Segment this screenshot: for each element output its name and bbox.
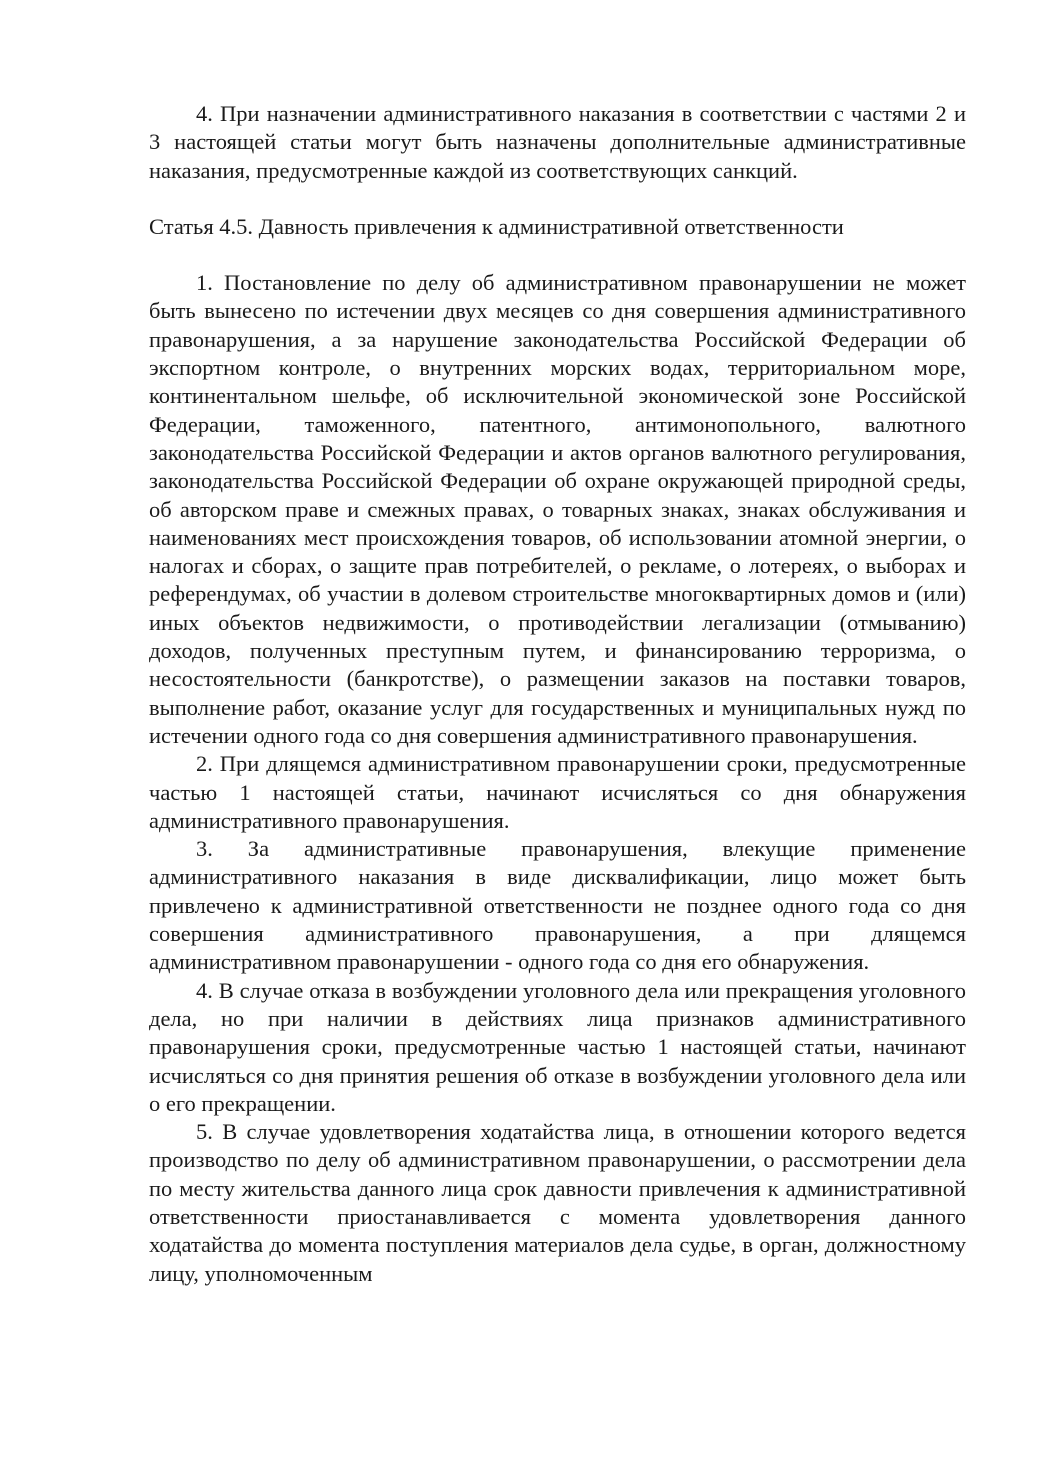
- paragraph-4: 4. В случае отказа в возбуждении уголовного дела или прекращения уголовного дела, но при наличии в действиях лица признаков административного правонарушения сроки, предусмотренные частью 1 настоящей статьи, начинают исчисляться со дня принятия решения об отказе в возбуждении уголовного дела или о его прекращении.: [149, 977, 966, 1116]
- intro-paragraph: 4. При назначении административного наказания в соответствии с частями 2 и 3 настоящей статьи могут быть назначены дополнительные административные наказания, предусмотренные каждой из соответствующих санкций.: [149, 101, 966, 183]
- article-heading: Статья 4.5. Давность привлечения к административной ответственности: [149, 213, 844, 239]
- paragraph-1: 1. Постановление по делу об административном правонарушении не может быть вынесено по истечении двух месяцев со дня совершения административного правонарушения, а за нарушение законодательства Российской Федерации об экспортном контроле, о внутренних морских водах, территориальном море, континентальном шельфе, об исключительной экономической зоне Российской Федерации, таможенного, патентного, антимонопольного, валютного законодательства Российской Федерации и актов органов валютного регулирования, законодательства Российской Федерации об охране окружающей природной среды, об авторском праве и смежных правах, о товарных знаках, знаках обслуживания и наименованиях мест происхождения товаров, об использовании атомной энергии, о налогах и сборах, о защите прав потребителей, о рекламе, о лотереях, о выборах и референдумах, об участии в долевом строительстве многоквартирных домов и (или) иных объектов недвижимости, о противодействии легализации (отмыванию) доходов, полученных преступным путем, и финансированию терроризма, о несостоятельности (банкротстве), о размещении заказов на поставки товаров, выполнение работ, оказание услуг для государственных и муниципальных нужд по истечении одного года со дня совершения административного правонарушения.: [149, 270, 966, 748]
- paragraph-5: 5. В случае удовлетворения ходатайства лица, в отношении которого ведется производство по делу об административном правонарушении, о рассмотрении дела по месту жительства данного лица срок давности привлечения к административной ответственности приостанавливается с момента удовлетворения данного ходатайства до момента поступления материалов дела судье, в орган, должностному лицу, уполномоченным: [149, 1119, 966, 1286]
- document-page: [149, 100, 966, 1288]
- paragraph-3: 3. За административные правонарушения, влекущие применение административного наказания в виде дисквалификации, лицо может быть привлечено к административной ответственности не позднее одного года со дня совершения административного правонарушения, а при длящемся административном правонарушении - одного года со дня его обнаружения.: [149, 836, 966, 975]
- paragraph-2: 2. При длящемся административном правонарушении сроки, предусмотренные частью 1 настоящей статьи, начинают исчисляться со дня обнаружения административного правонарушения.: [149, 751, 966, 833]
